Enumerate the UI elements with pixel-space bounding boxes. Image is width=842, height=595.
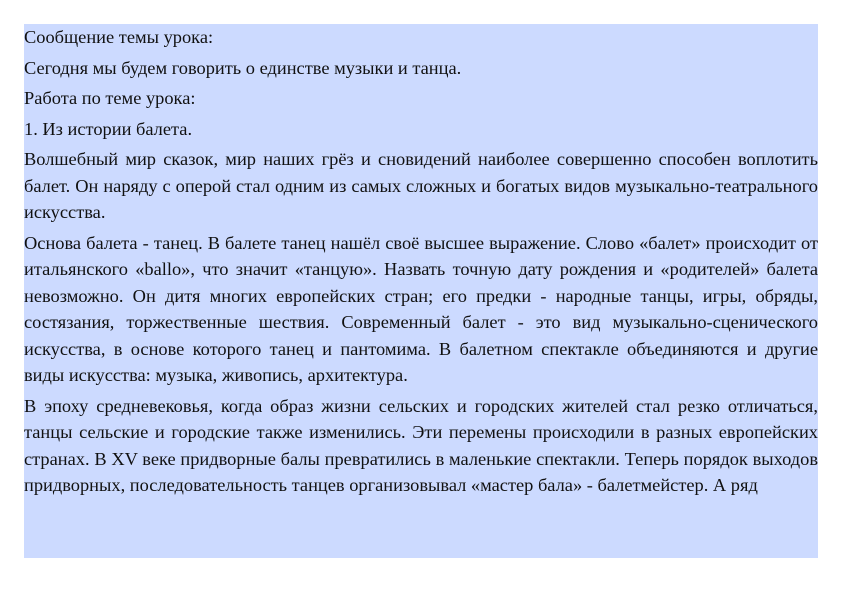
highlighted-text-block	[24, 24, 818, 558]
paragraph-middle-ages: В эпоху средневековья, когда образ жизни сельских и городских жителей стал резко отличаться, танцы сельские и городские также изменились. Эти перемены происходили в разных европейских странах. В XV веке придворные балы превратились в маленькие спектакли. Теперь порядок выходов придворных, последовательность танцев организовывал «мастер бала» - балетмейстер. А ряд	[24, 395, 818, 495]
section-heading-ballet-history: 1. Из истории балета.	[24, 118, 193, 139]
lesson-work-heading: Работа по теме урока:	[24, 88, 196, 108]
paragraph-ballet-basis: Основа балета - танец. В балете танец нашёл своё высшее выражение. Слово «балет» происходит от итальянского «ballo», что значит «танцую». Назвать точную дату рождения и «родителей» балета невозможно. Он дитя многих европейских стран; его предки - народные танцы, игры, обряды, состязания, торжественные шествия. Современный балет - это вид музыкально-сценического искусства, в основе которого танец и пантомима. В балетном спектакле объединяются и другие виды искусства: музыка, живопись, архитектура.	[24, 232, 818, 385]
lesson-topic-statement: Сегодня мы будем говорить о единстве музыки и танца.	[24, 57, 462, 78]
lesson-topic-heading: Сообщение темы урока:	[24, 27, 214, 47]
paragraph-ballet-intro: Волшебный мир сказок, мир наших грёз и сновидений наиболее совершенно способен воплотить балет. Он наряду с оперой стал одним из самых сложных и богатых видов музыкально-театрального искусства.	[24, 149, 818, 222]
